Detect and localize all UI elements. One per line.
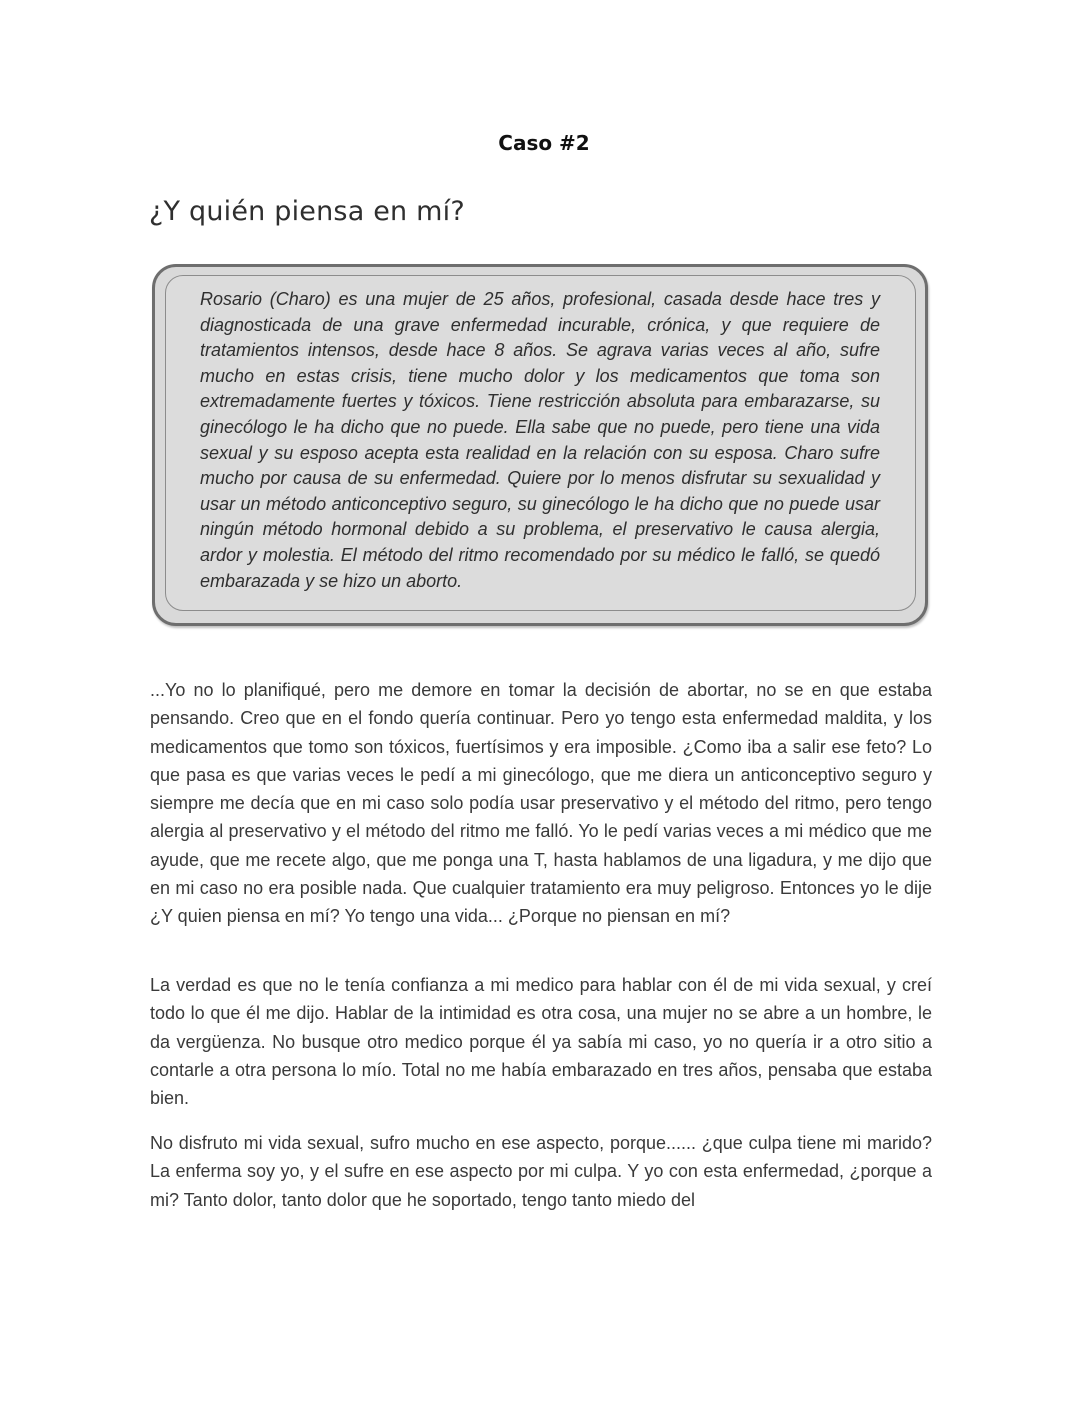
paragraph-3: No disfruto mi vida sexual, sufro mucho en ese aspecto, porque...... ¿que culpa tiene mi marido? La enferma soy yo, y el sufre en ese aspecto por mi culpa. Y yo con esta enfermedad, ¿porque a mi? Tanto dolor, tanto dolor que he soportado, tengo tanto miedo del	[150, 1133, 932, 1210]
paragraph-2: La verdad es que no le tenía confianza a mi medico para hablar con él de mi vida sexual, y creí todo lo que él me dijo. Hablar de la intimidad es otra cosa, una mujer no se abre a un hombre, le da vergüenza. No busque otro medico porque él ya sabía mi caso, yo no quería ir a otro sitio a contarle a otra persona lo mío. Total no me había embarazado en tres años, pensaba que estaba bien.	[150, 975, 932, 1109]
case-summary-text: Rosario (Charo) es una mujer de 25 años, profesional, casada desde hace tres y diagnosticada de una grave enfermedad incurable, crónica, y que requiere de tratamientos intensos, desde hace 8 años. Se agrava varias veces al año, sufre mucho en estas crisis, tiene mucho dolor y los medicamentos que toma son extremadamente fuertes y tóxicos. Tiene restricción absoluta para embarazarse, su ginecólogo le ha dicho que no puede. Ella sabe que no puede, pero tiene una vida sexual y su esposo acepta esta realidad en la relación con su esposa. Charo sufre mucho por causa de su enfermedad. Quiere por lo menos disfrutar su sexualidad y usar un método anticonceptivo seguro, su ginecólogo le ha dicho que no puede usar ningún método hormonal debido a su problema, el preservativo le causa alergia, ardor y molestia. El método del ritmo recomendado por su médico le falló, se quedó embarazada y se hizo un aborto.	[200, 289, 880, 591]
page-title: ¿Y quién piensa en mí?	[149, 196, 465, 227]
paragraph-1: ...Yo no lo planifiqué, pero me demore en tomar la decisión de abortar, no se en que estaba pensando. Creo que en el fondo quería continuar. Pero yo tengo esta enfermedad maldita, y los medicamentos que tomo son tóxicos, fuertísimos y era imposible. ¿Como iba a salir ese feto? Lo que pasa es que varias veces le pedí a mi ginecólogo, que me diera un anticonceptivo seguro y siempre me decía que en mi caso solo podía usar preservativo y el método del ritmo, pero tengo alergia al preservativo y el método del ritmo me falló. Yo le pedí varias veces a mi médico que me ayude, que me recete algo, que me ponga una T, hasta hablamos de una ligadura, y me dijo que en mi caso no era posible nada. Que cualquier tratamiento era muy peligroso. Entonces yo le dije ¿Y quien piensa en mí? Yo tengo una vida... ¿Porque no piensan en mí?	[150, 680, 932, 927]
case-label: Caso #2	[498, 131, 590, 155]
